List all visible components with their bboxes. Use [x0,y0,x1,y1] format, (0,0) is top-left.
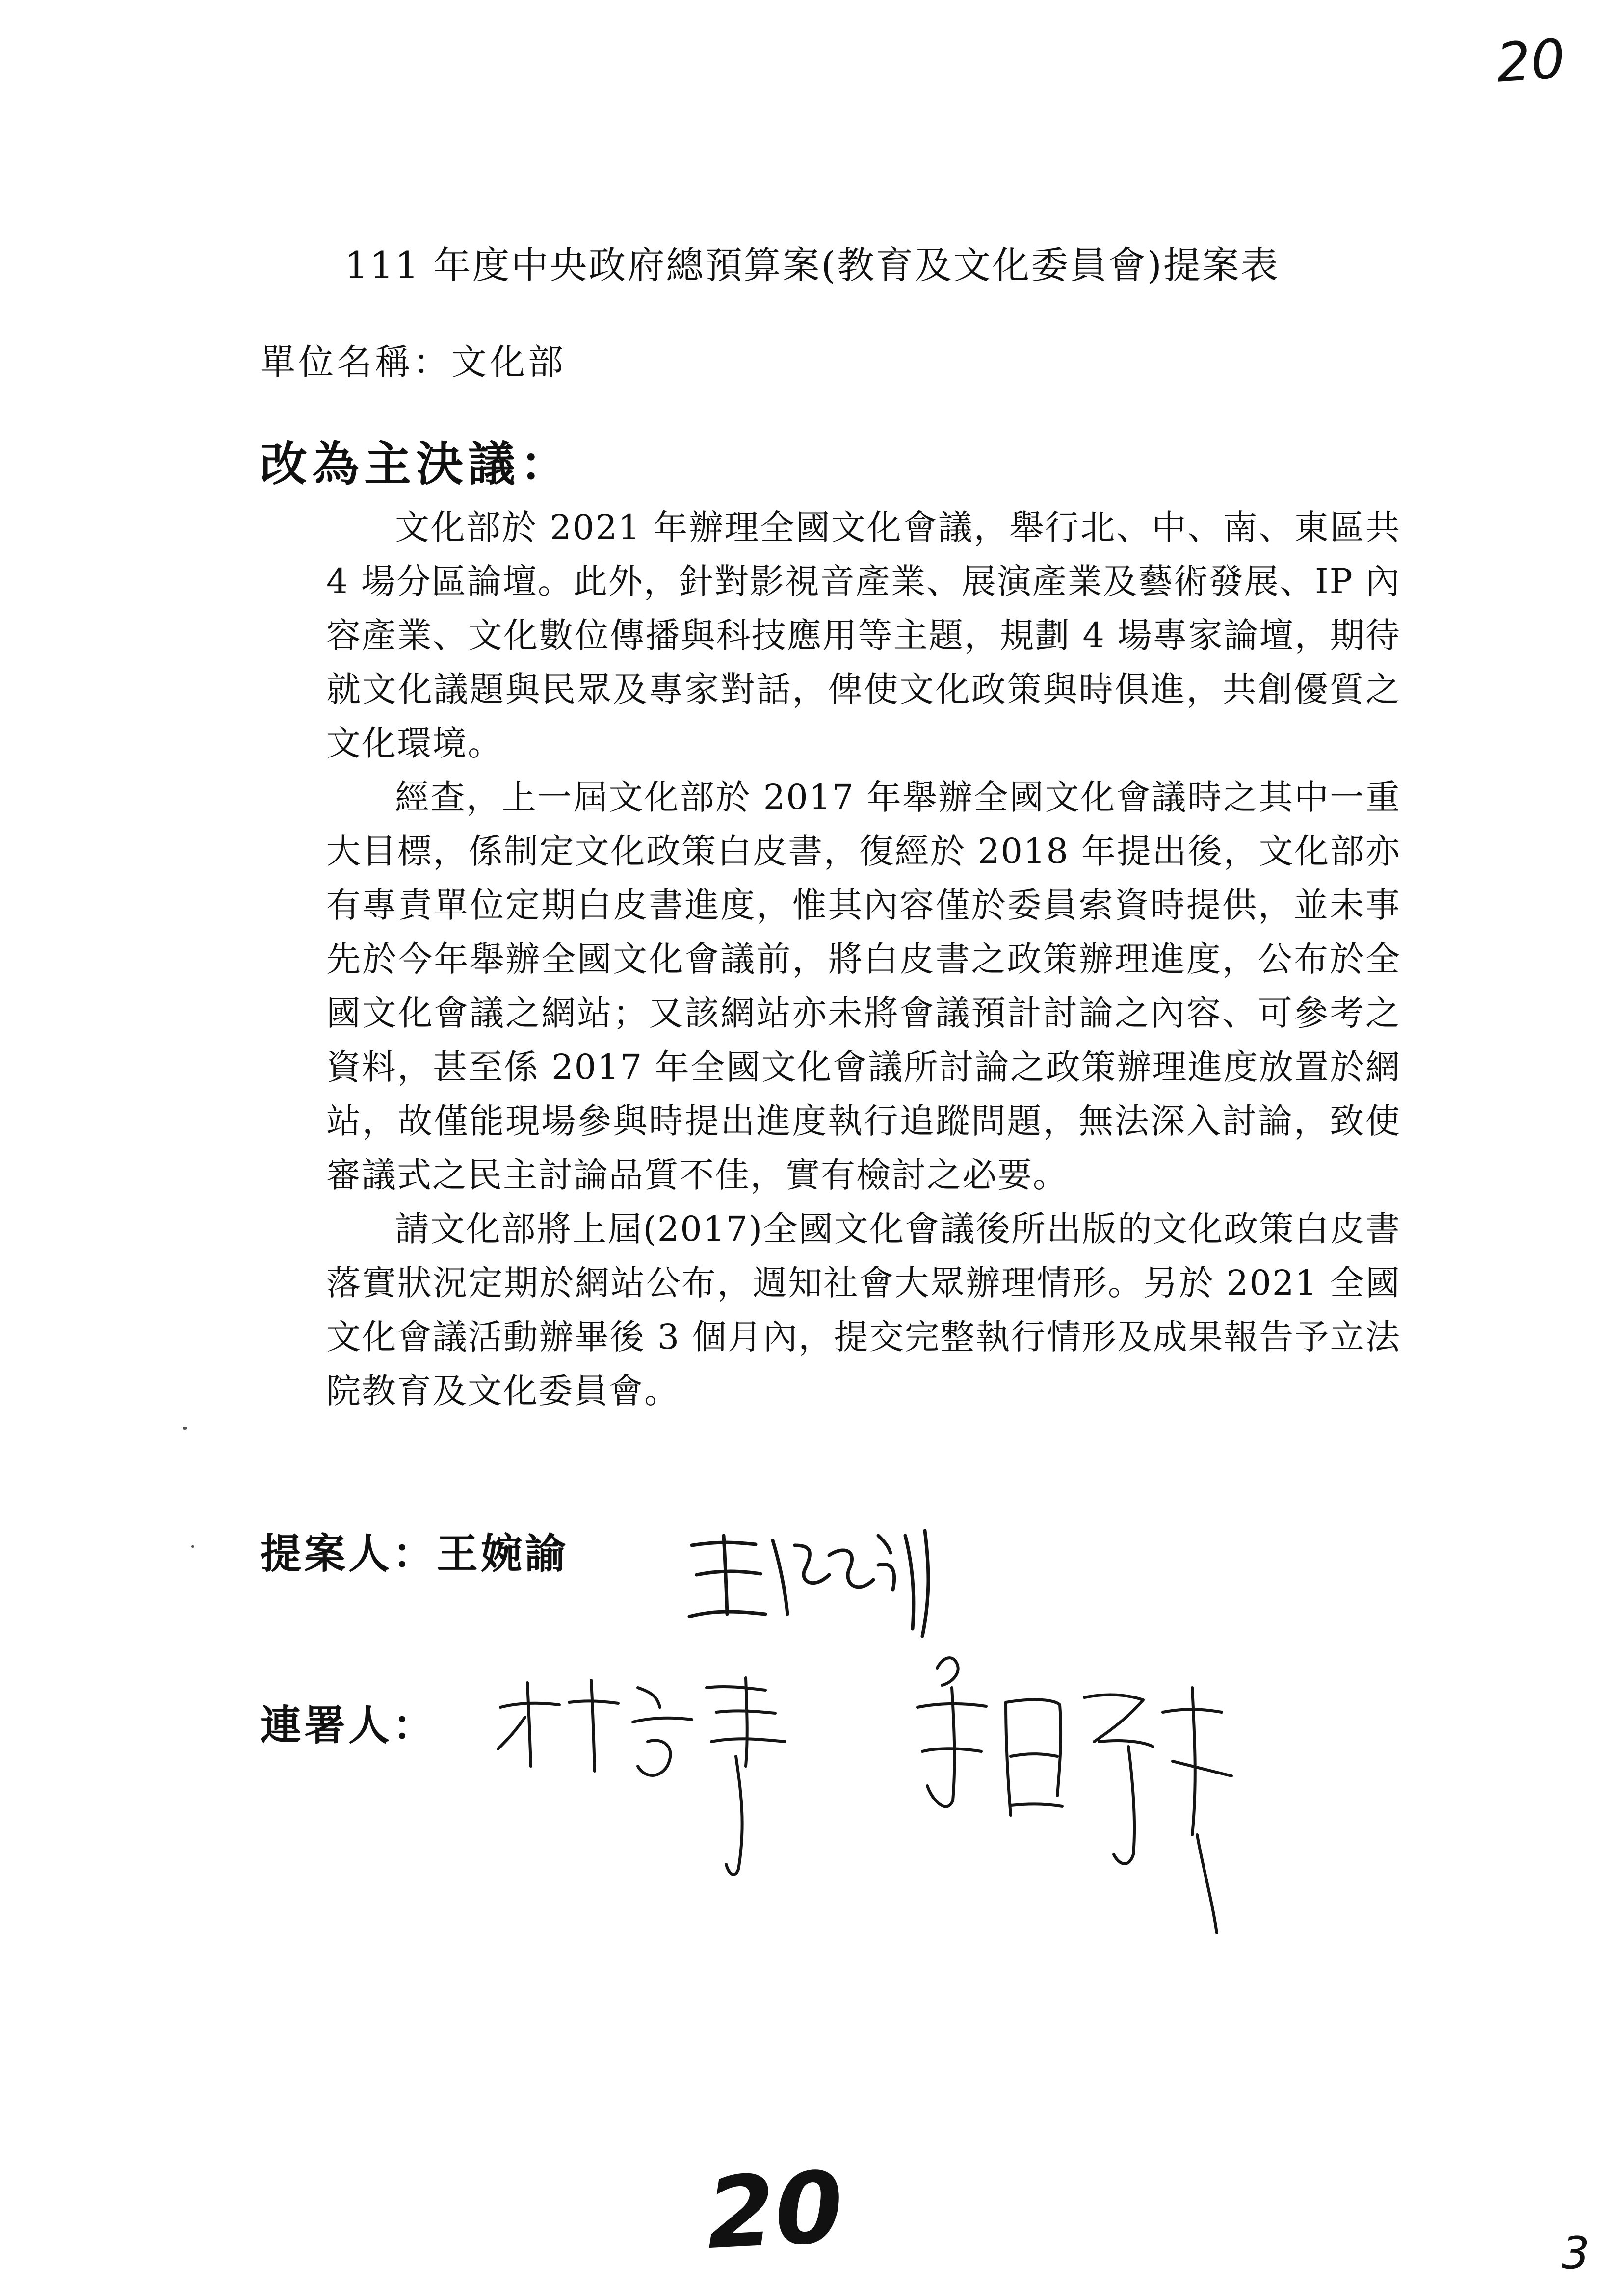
scan-speck [191,1545,194,1548]
paragraph-3: 請文化部將上屆(2017)全國文化會議後所出版的文化政策白皮書落實狀況定期於網站公布，週知社會大眾辦理情形。另於 2021 全國文化會議活動辦畢後 3 個月內，提交完整執行情形及成果報告予立法院教育及文化委員會。 [326,1209,1401,1411]
proposer-signature [682,1516,937,1644]
sheet-number: 3 [1561,2227,1590,2279]
unit-label: 單位名稱： [260,341,452,383]
unit-value: 文化部 [451,341,567,383]
paragraph-2: 經查，上一屆文化部於 2017 年舉辦全國文化會議時之其中一重大目標，係制定文化政策白皮書，復經於 2018 年提出後，文化部亦有專責單位定期白皮書進度，惟其內容僅於委員索資時提供，並未事先於今年舉辦全國文化會議前，將白皮書之政策辦理進度，公布於全國文化會議之網站；又該網站亦未將會議預計討論之內容、可參考之資料，甚至係 2017 年全國文化會議所討論之政策辦理進度放置於網站，故僅能現場參與時提出進度執行追蹤問題，無法深入討論，致使審議式之民主討論品質不佳，實有檢討之必要。 [326,777,1401,1195]
document-title: 111 年度中央政府總預算案(教育及文化委員會)提案表 [344,243,1280,287]
cosigner-row [260,1693,437,1752]
corner-handwritten-number: 20 [1494,27,1568,95]
cosigner-signature-2 [898,1639,1261,1953]
cosigner-signature-1 [491,1668,834,1884]
proposer-label: 提案人： [260,1530,437,1578]
unit-line [260,334,566,385]
resolution-body [326,500,1401,1418]
proposer-name: 王婉諭 [437,1530,570,1578]
scan-speck [183,1427,187,1430]
paragraph-1: 文化部於 2021 年辦理全國文化會議，舉行北、中、南、東區共 4 場分區論壇。此外，針對影視音產業、展演產業及藝術發展、IP 內容產業、文化數位傳播與科技應用等主題，規劃 4 場專家論壇，期待就文化議題與民眾及專家對話，俾使文化政策與時俱進，共創優質之文化環境。 [326,507,1401,763]
proposer-row [260,1521,569,1580]
handwritten-page-number: 20 [704,2150,846,2272]
cosigner-label: 連署人： [260,1701,437,1749]
resolution-heading: 改為主決議： [260,437,572,492]
